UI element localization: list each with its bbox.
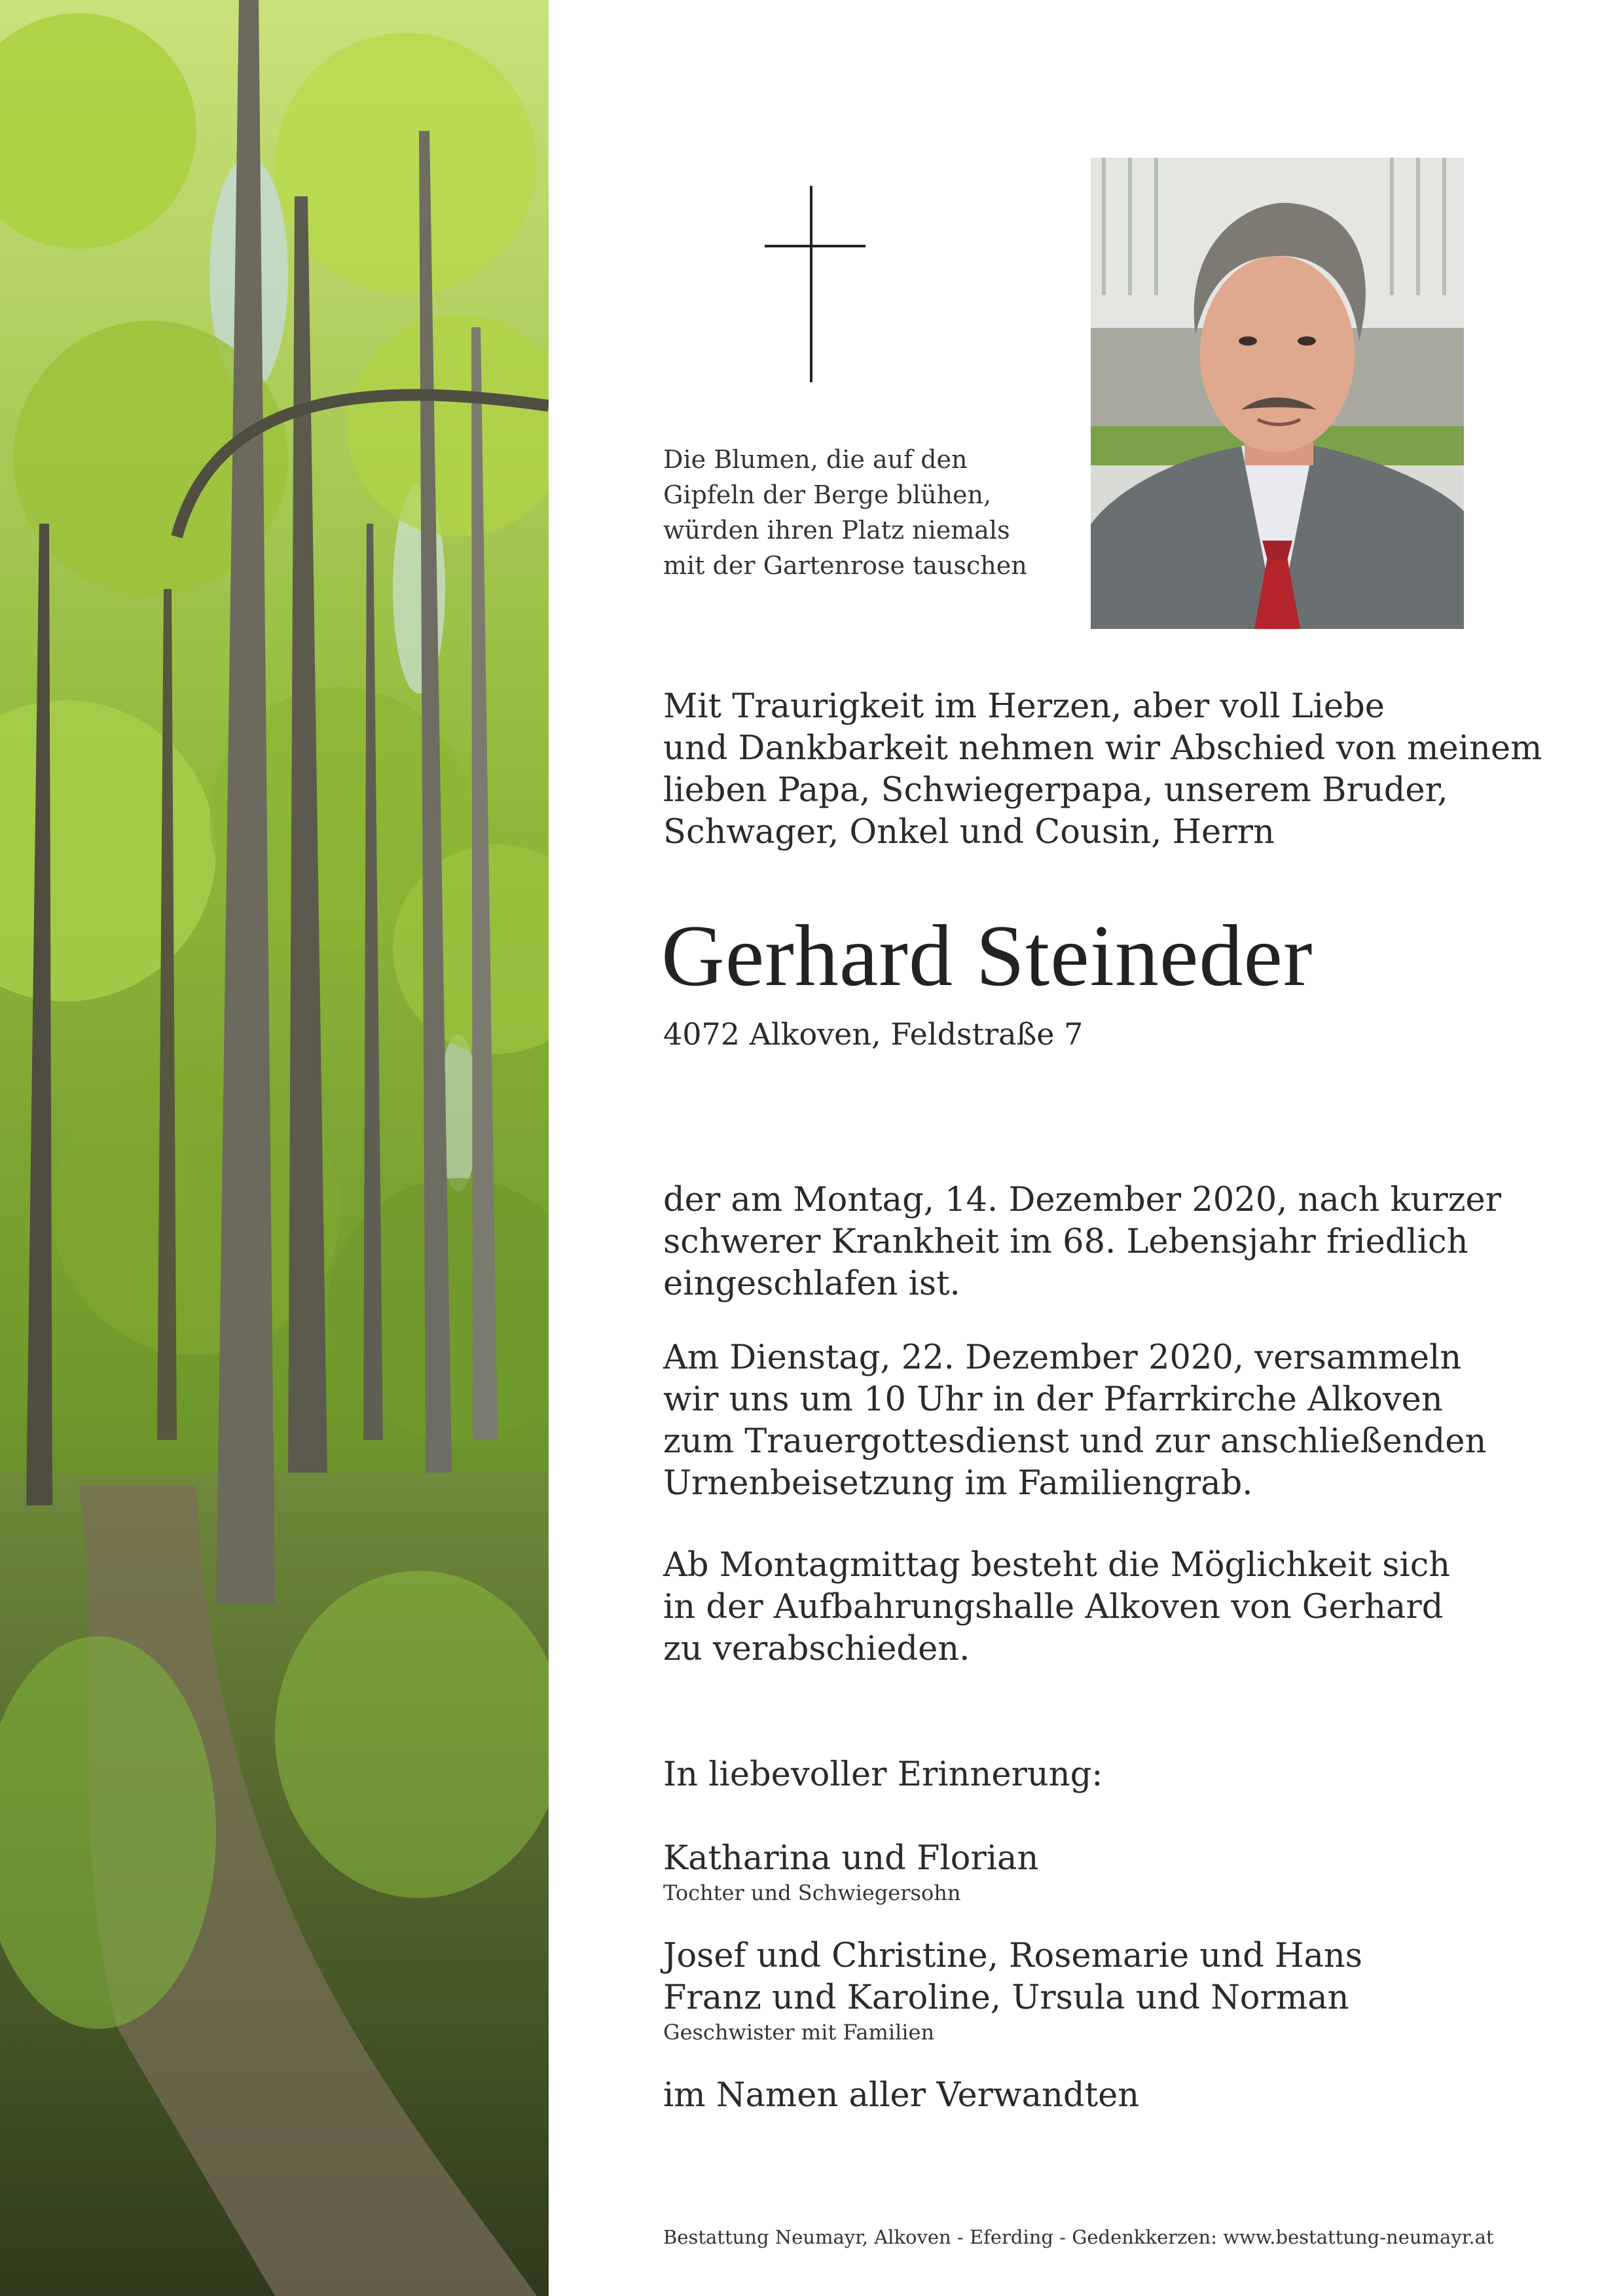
deceased-name: Gerhard Steineder (661, 907, 1313, 1004)
farewell-paragraph (663, 1545, 1450, 1670)
mourner-relation: Tochter und Schwiegersohn (663, 1880, 961, 1905)
poem (663, 442, 1027, 583)
forest-path-image (0, 0, 549, 2296)
paragraph-line: schwerer Krankheit im 68. Lebensjahr friedlich (663, 1223, 1468, 1261)
portrait-photo (1091, 158, 1464, 629)
closing-text: im Namen aller Verwandten (663, 2076, 1140, 2115)
poem-line: würden ihren Platz niemals (663, 516, 1010, 545)
cross-icon (765, 186, 866, 385)
mourners-group-1 (663, 1838, 1038, 1906)
memory-heading-text: In liebevoller Erinnerung: (663, 1755, 1103, 1794)
mourner-relation: Geschwister mit Familien (663, 2020, 935, 2045)
paragraph-line: Ab Montagmittag besteht die Möglichkeit sich (663, 1546, 1451, 1585)
intro-line: und Dankbarkeit nehmen wir Abschied von meinem (663, 729, 1542, 768)
paragraph-line: eingeschlafen ist. (663, 1265, 960, 1303)
deceased-address: 4072 Alkoven, Feldstraße 7 (663, 1016, 1084, 1052)
poem-line: Die Blumen, die auf den (663, 445, 968, 474)
mourners-group-2 (663, 1935, 1362, 2045)
poem-line: mit der Gartenrose tauschen (663, 551, 1027, 580)
paragraph-line: der am Montag, 14. Dezember 2020, nach kurzer (663, 1181, 1502, 1219)
footer-funeral-home: Bestattung Neumayr, Alkoven - Eferding - Gedenkkerzen: www.bestattung-neumayr.at (663, 2226, 1494, 2248)
mourner-names: Franz und Karoline, Ursula und Norman (663, 1979, 1349, 2017)
memory-heading (663, 1754, 1103, 1796)
paragraph-line: Urnenbeisetzung im Familiengrab. (663, 1464, 1253, 1503)
intro-paragraph (663, 686, 1542, 853)
mourner-names: Josef und Christine, Rosemarie und Hans (663, 1937, 1362, 1975)
paragraph-line: wir uns um 10 Uhr in der Pfarrkirche Alkoven (663, 1380, 1443, 1419)
closing-line (663, 2075, 1139, 2117)
intro-line: Schwager, Onkel und Cousin, Herrn (663, 813, 1275, 852)
poem-line: Gipfeln der Berge blühen, (663, 480, 992, 509)
mourner-names: Katharina und Florian (663, 1839, 1039, 1878)
death-paragraph (663, 1179, 1501, 1305)
paragraph-line: zu verabschieden. (663, 1630, 970, 1668)
paragraph-line: in der Aufbahrungshalle Alkoven von Gerhard (663, 1588, 1444, 1626)
intro-line: lieben Papa, Schwiegerpapa, unserem Bruder, (663, 771, 1448, 810)
paragraph-line: zum Trauergottesdienst und zur anschließenden (663, 1422, 1487, 1461)
paragraph-line: Am Dienstag, 22. Dezember 2020, versammeln (663, 1338, 1462, 1377)
intro-line: Mit Traurigkeit im Herzen, aber voll Liebe (663, 687, 1385, 726)
service-paragraph (663, 1337, 1486, 1505)
